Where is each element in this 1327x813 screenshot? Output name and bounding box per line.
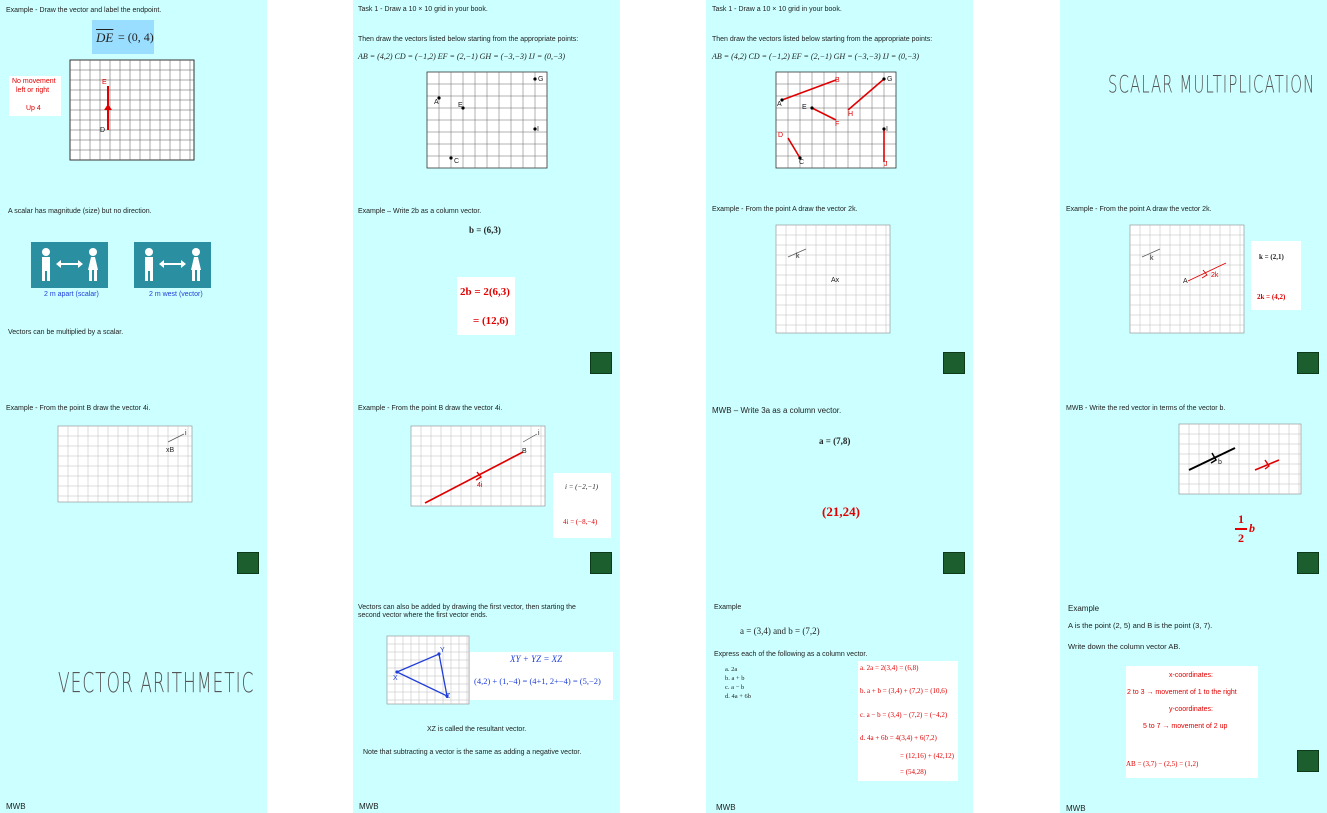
- mathsbot-logo-icon: [590, 352, 612, 374]
- slide-column-vector-ab: [1060, 600, 1327, 813]
- slide-title: Example - From the point B draw the vector 4i.: [6, 405, 151, 412]
- point-c: C: [454, 158, 460, 165]
- slide-title: Task 1 - Draw a 10 × 10 grid in your book.: [712, 6, 842, 13]
- question-a: a. 2a: [725, 666, 738, 673]
- vectors-list: AB = (4,2) CD = (−1,2) EF = (2,−1) GH = (−3,−3) IJ = (0,−3): [712, 52, 920, 61]
- label-4i: 4i: [477, 482, 483, 489]
- people-vector-icon: [134, 242, 211, 288]
- mathsbot-logo-icon: [943, 552, 965, 574]
- grid-de: [70, 60, 194, 160]
- i-equation: i = (−2,−1): [565, 483, 599, 491]
- 4i-equation: 4i = (−8,−4): [563, 518, 598, 526]
- slide-subtitle: Then draw the vectors listed below starting from the appropriate points:: [358, 36, 579, 43]
- question-c: c. a − b: [725, 684, 745, 691]
- slide-title: Example: [714, 604, 742, 611]
- column-4: [1060, 0, 1327, 813]
- mwb-label: MWB: [716, 803, 736, 812]
- point-g: G: [887, 76, 893, 83]
- question-d: d. 4a + 6b: [725, 693, 752, 700]
- slide-title: Example – Write 2b as a column vector.: [358, 208, 482, 215]
- point-f: F: [835, 121, 840, 128]
- task-grid-inner: [427, 72, 547, 168]
- express-subtitle: Express each of the following as a column vector.: [714, 651, 868, 658]
- point-d-label: D: [100, 127, 106, 134]
- subtract-note: Note that subtracting a vector is the same as adding a negative vector.: [363, 749, 582, 756]
- working-line-4: 5 to 7 → movement of 2 up: [1143, 723, 1228, 730]
- addition-grid: [387, 636, 469, 704]
- working-line-2: 2 to 3 → movement of 1 to the right: [1127, 689, 1237, 696]
- scalar-caption: 2 m apart (scalar): [44, 291, 99, 298]
- addition-eq-1: XY + YZ = XZ: [510, 654, 563, 664]
- slide-title: Example: [1068, 604, 1100, 613]
- section-title: VECTOR ARITHMETIC: [58, 668, 255, 700]
- note-line-2: left or right: [16, 87, 50, 94]
- grid-red-vector: [1179, 424, 1301, 494]
- answer-c: c. a − b = (3,4) − (7,2) = (−4,2): [860, 711, 948, 719]
- mathsbot-logo-icon: [590, 552, 612, 574]
- question-b: b. a + b: [725, 675, 745, 682]
- answer-denominator: 2: [1238, 531, 1244, 545]
- point-a-label: A: [1183, 278, 1188, 285]
- final-answer: AB = (3,7) − (2,5) = (1,2): [1126, 760, 1199, 768]
- slide-title: Example - From the point A draw the vector 2k.: [1066, 206, 1212, 213]
- point-b: B: [835, 77, 840, 84]
- mathsbot-logo-icon: [1297, 750, 1319, 772]
- point-g: G: [538, 76, 544, 83]
- vector-b: b = (6,3): [469, 225, 501, 235]
- slide-vector-4i: [0, 400, 267, 600]
- mwb-label: MWB: [1066, 804, 1086, 813]
- point-a: A: [434, 99, 439, 106]
- slide-b-4i: [353, 400, 620, 600]
- vector-de-box: [92, 20, 154, 54]
- slide-vector-addition: [353, 600, 620, 813]
- point-e: E: [458, 102, 463, 109]
- slide-task1-solution: [706, 0, 973, 200]
- slide-draw-vector-de: [0, 0, 267, 200]
- scalar-text: A scalar has magnitude (size) but no direction.: [8, 208, 152, 215]
- vectors-list: AB = (4,2) CD = (−1,2) EF = (2,−1) GH = (−3,−3) IJ = (0,−3): [358, 52, 566, 61]
- point-i: I: [886, 126, 888, 133]
- slide-scalar-multiplication: [1060, 0, 1327, 200]
- grid-b-4i: [411, 426, 545, 506]
- vector-k-label: k: [796, 253, 800, 260]
- vector-k-label: k: [1150, 255, 1154, 262]
- section-title: SCALAR MULTIPLICATION: [1108, 70, 1316, 99]
- mathsbot-logo-icon: [1297, 352, 1319, 374]
- slide-red-vector-b: [1060, 400, 1327, 600]
- point-x: X: [393, 675, 398, 682]
- fraction-bar: [1235, 528, 1247, 530]
- note-line-1: No movement: [12, 78, 56, 85]
- grid-4i: [58, 426, 192, 502]
- movement-note: [9, 76, 61, 116]
- mathsbot-logo-icon: [237, 552, 259, 574]
- slide-subtitle: Then draw the vectors listed below starting from the appropriate points:: [712, 36, 933, 43]
- slide-title: Task 1 - Draw a 10 × 10 grid in your book.: [358, 6, 488, 13]
- mathsbot-logo-icon: [1297, 552, 1319, 574]
- vector-de-matrix: = (0, 4): [118, 30, 154, 44]
- point-a: A: [777, 101, 782, 108]
- slide-a-2k: [706, 200, 973, 400]
- addition-text-1: Vectors can also be added by drawing the first vector, then starting the: [358, 604, 576, 611]
- answer-numerator: 1: [1238, 512, 1244, 526]
- slide-title: Example - From the point A draw the vector 2k.: [712, 206, 858, 213]
- answer-d-step2: = (12,16) + (42,12): [900, 752, 954, 760]
- point-h: H: [848, 111, 854, 118]
- vector-caption: 2 m west (vector): [149, 291, 203, 298]
- column-2: [353, 0, 620, 813]
- vector-i-label: i: [538, 430, 540, 437]
- column-1: [0, 0, 267, 813]
- column-3: [706, 0, 973, 813]
- slide-title: Example - From the point B draw the vector 4i.: [358, 405, 503, 412]
- resultant-text: XZ is called the resultant vector.: [427, 726, 527, 733]
- slide-a-2k-solution: [1060, 200, 1327, 400]
- working-line-1: x-coordinates:: [1169, 672, 1213, 679]
- point-y: Y: [440, 647, 445, 654]
- mathsbot-logo-icon: [943, 352, 965, 374]
- answer-3a: (21,24): [822, 504, 860, 519]
- slide-vector-arithmetic: [0, 600, 267, 813]
- answer-b: b. a + b = (3,4) + (7,2) = (10,6): [860, 687, 948, 695]
- slide-title: MWB – Write 3a as a column vector.: [712, 406, 842, 415]
- vector-a: a = (7,8): [819, 436, 851, 446]
- vector-b-label: b: [1218, 459, 1222, 466]
- point-b-label: B: [522, 448, 527, 455]
- answer-line-2: = (12,6): [473, 315, 509, 327]
- slide-title: MWB - Write the red vector in terms of the vector b.: [1066, 405, 1226, 412]
- point-c: C: [799, 159, 805, 166]
- point-z: Z: [446, 693, 451, 700]
- point-i: I: [537, 126, 539, 133]
- mwb-label: MWB: [6, 802, 26, 811]
- working-line-3: y-coordinates:: [1169, 706, 1213, 713]
- point-b-label: xB: [166, 447, 175, 454]
- vector-i-label: i: [185, 430, 187, 437]
- addition-equation-box: [470, 652, 613, 700]
- answer-a: a. 2a = 2(3,4) = (6,8): [860, 664, 919, 672]
- i-answer-box: [553, 473, 611, 538]
- 2k-equation: 2k = (4,2): [1257, 293, 1286, 301]
- working-box: [1126, 666, 1258, 778]
- k-answer-box: [1251, 241, 1301, 310]
- answer-b: b: [1249, 521, 1255, 535]
- label-2k: 2k: [1211, 272, 1219, 279]
- slide-write-2b: [353, 200, 620, 400]
- people-scalar-icon: [31, 242, 108, 288]
- point-a-label: Ax: [831, 277, 840, 284]
- points-text: A is the point (2, 5) and B is the point (3, 7).: [1068, 621, 1213, 630]
- slide-express-vectors: [706, 600, 973, 813]
- addition-text-2: second vector where the first vector ends.: [358, 612, 488, 619]
- answer-d: d. 4a + 6b = 4(3,4) + 6(7,2): [860, 734, 937, 742]
- slide-task1-grid: [353, 0, 620, 200]
- solution-grid: [776, 72, 896, 168]
- point-e-label: E: [102, 79, 107, 86]
- answers-box: [858, 661, 958, 781]
- vector-de-label: $\overline{DE}$: [96, 30, 114, 45]
- point-j: J: [884, 161, 888, 168]
- answer-d-step3: = (54,28): [900, 768, 927, 776]
- slide-scalar: [0, 200, 267, 400]
- k-equation: k = (2,1): [1259, 253, 1284, 261]
- slide-write-3a: [706, 400, 973, 600]
- point-d: D: [778, 132, 784, 139]
- mwb-label: MWB: [359, 802, 379, 811]
- answer-2b-box: [457, 277, 515, 335]
- vectors-a-b: a = (3,4) and b = (7,2): [740, 626, 820, 636]
- note-line-3: Up 4: [26, 105, 41, 112]
- addition-eq-2: (4,2) + (1,−4) = (4+1, 2+−4) = (5,−2): [474, 676, 601, 686]
- point-e: E: [802, 104, 807, 111]
- multiplied-text: Vectors can be multiplied by a scalar.: [8, 329, 124, 336]
- answer-line-1: 2b = 2(6,3): [460, 286, 510, 298]
- write-text: Write down the column vector AB.: [1068, 642, 1181, 651]
- slide-title: Example - Draw the vector and label the endpoint.: [6, 7, 162, 14]
